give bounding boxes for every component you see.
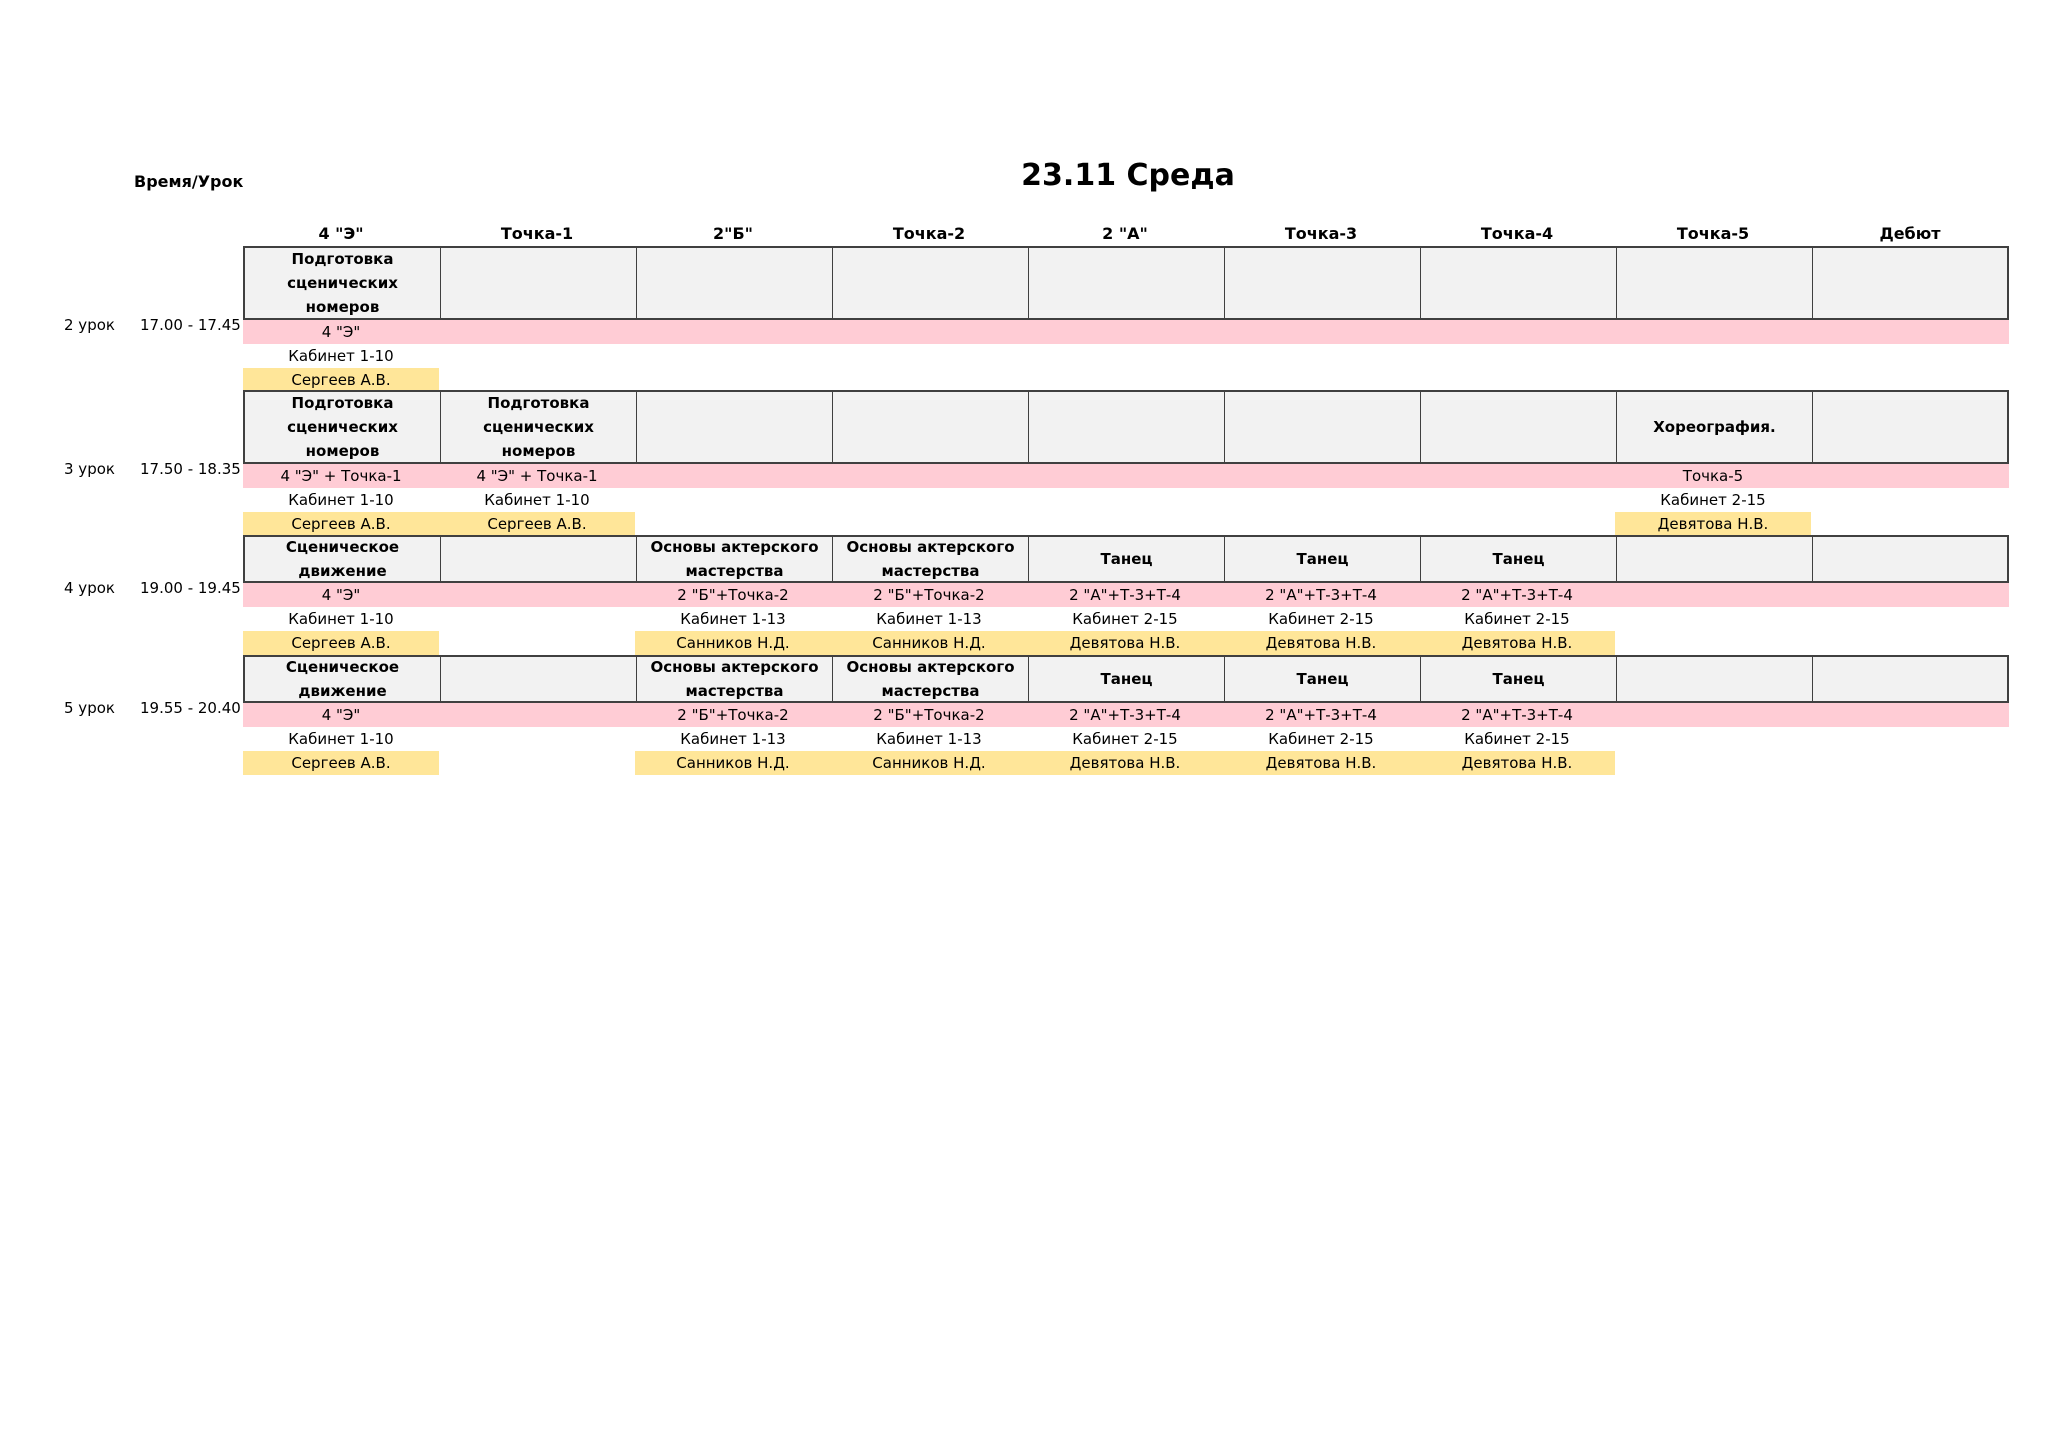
group-cell [1811, 320, 2009, 344]
room-cell: Кабинет 1-10 [288, 491, 394, 509]
group-cell [1027, 320, 1223, 344]
teacher-cell: Сергеев А.В. [243, 631, 439, 655]
group-cell: 2 "А"+Т-3+Т-4 [1069, 586, 1181, 604]
subject-cell [441, 248, 637, 318]
room-cell [1615, 344, 1811, 368]
teacher-cell [1419, 512, 1615, 536]
room-cell: Кабинет 2-15 [1072, 610, 1178, 628]
subject-cell [1617, 537, 1813, 581]
lesson-time: 19.55 - 20.40 [140, 699, 241, 717]
group-cell: 4 "Э" + Точка-1 [280, 467, 402, 485]
teacher-cell: Сергеев А.В. [243, 512, 439, 536]
subject-cell: Основы актерского мастерства [637, 657, 833, 701]
subject-cell: Танец [1029, 537, 1225, 581]
lesson-number: 3 урок [64, 460, 115, 478]
room-cell [1615, 727, 1811, 751]
room-cell: Кабинет 1-10 [484, 491, 590, 509]
room-cell [1811, 607, 2009, 631]
subject-cell: Танец [1225, 657, 1421, 701]
room-cell: Кабинет 2-15 [1072, 730, 1178, 748]
group-cell [1223, 320, 1419, 344]
teacher-cell: Санников Н.Д. [831, 751, 1027, 775]
group-row [243, 583, 2009, 607]
column-header: Точка-4 [1480, 224, 1554, 243]
room-cell [1419, 344, 1615, 368]
group-cell [1811, 464, 2009, 488]
teacher-cell [1615, 368, 1811, 392]
teacher-cell [831, 368, 1027, 392]
room-cell [1027, 488, 1223, 512]
group-cell: 4 "Э" [321, 706, 361, 724]
subject-row [243, 246, 2009, 320]
teacher-cell [1223, 512, 1419, 536]
room-cell: Кабинет 2-15 [1464, 610, 1570, 628]
room-cell [439, 344, 635, 368]
teacher-cell [1419, 368, 1615, 392]
lesson-time: 17.50 - 18.35 [140, 460, 241, 478]
subject-cell: Основы актерского мастерства [637, 537, 833, 581]
time-lesson-label: Время/Урок [134, 172, 244, 191]
teacher-cell [1811, 512, 2009, 536]
room-cell [635, 344, 831, 368]
group-cell [1419, 464, 1615, 488]
column-header: Дебют [1879, 224, 1941, 243]
group-cell: 2 "А"+Т-3+Т-4 [1265, 706, 1377, 724]
teacher-cell [439, 751, 635, 775]
group-cell: 2 "А"+Т-3+Т-4 [1461, 586, 1573, 604]
subject-cell: Танец [1421, 537, 1617, 581]
room-cell [1615, 607, 1811, 631]
page-title: 23.11 Среда [1021, 158, 1235, 193]
subject-cell [833, 392, 1029, 462]
teacher-cell [1615, 631, 1811, 655]
teacher-cell [1811, 751, 2009, 775]
teacher-cell [831, 512, 1027, 536]
subject-cell [1029, 248, 1225, 318]
subject-cell: Танец [1225, 537, 1421, 581]
subject-cell: Подготовка сценических номеров [441, 392, 637, 462]
subject-cell [1421, 248, 1617, 318]
subject-cell [1813, 537, 2007, 581]
teacher-cell [1615, 751, 1811, 775]
group-cell [439, 703, 635, 727]
room-cell [635, 488, 831, 512]
room-cell: Кабинет 1-13 [680, 610, 786, 628]
group-row [243, 703, 2009, 727]
room-row [243, 727, 2009, 751]
lesson-number: 5 урок [64, 699, 115, 717]
group-cell: 2 "А"+Т-3+Т-4 [1461, 706, 1573, 724]
group-cell: 2 "Б"+Точка-2 [677, 706, 789, 724]
teacher-cell [1811, 631, 2009, 655]
lesson-time: 19.00 - 19.45 [140, 579, 241, 597]
room-row [243, 488, 2009, 512]
teacher-cell [1223, 368, 1419, 392]
group-cell: Точка-5 [1682, 467, 1744, 485]
teacher-cell: Девятова Н.В. [1223, 631, 1419, 655]
room-cell [439, 607, 635, 631]
room-cell: Кабинет 2-15 [1464, 730, 1570, 748]
group-cell: 4 "Э" + Точка-1 [476, 467, 598, 485]
teacher-cell: Девятова Н.В. [1419, 751, 1615, 775]
room-cell [439, 727, 635, 751]
teacher-cell [635, 512, 831, 536]
teacher-cell [1027, 512, 1223, 536]
subject-cell [637, 392, 833, 462]
group-cell: 4 "Э" [321, 323, 361, 341]
room-cell [1811, 488, 2009, 512]
room-cell [1419, 488, 1615, 512]
group-cell [635, 464, 831, 488]
column-header: 2"Б" [713, 224, 753, 243]
subject-cell [1225, 392, 1421, 462]
subject-cell [1617, 248, 1813, 318]
column-header: Точка-1 [500, 224, 574, 243]
column-header: 2 "А" [1102, 224, 1148, 243]
group-cell: 2 "Б"+Точка-2 [873, 706, 985, 724]
group-cell: 2 "А"+Т-3+Т-4 [1265, 586, 1377, 604]
column-header: Точка-2 [892, 224, 966, 243]
subject-row [243, 390, 2009, 464]
teacher-row [243, 631, 2009, 655]
teacher-cell: Санников Н.Д. [831, 631, 1027, 655]
subject-cell: Сценическое движение [245, 537, 441, 581]
teacher-cell [439, 631, 635, 655]
teacher-cell [1027, 368, 1223, 392]
teacher-cell: Девятова Н.В. [1027, 751, 1223, 775]
teacher-cell: Девятова Н.В. [1615, 512, 1811, 536]
subject-cell: Подготовка сценических номеров [245, 248, 441, 318]
room-cell [831, 488, 1027, 512]
teacher-cell: Девятова Н.В. [1419, 631, 1615, 655]
room-row [243, 344, 2009, 368]
group-cell: 2 "Б"+Точка-2 [873, 586, 985, 604]
group-row [243, 464, 2009, 488]
teacher-row [243, 751, 2009, 775]
teacher-cell [1811, 368, 2009, 392]
subject-cell: Основы актерского мастерства [833, 537, 1029, 581]
subject-cell [833, 248, 1029, 318]
lesson-time: 17.00 - 17.45 [140, 316, 241, 334]
column-header: Точка-5 [1676, 224, 1750, 243]
subject-cell [1813, 392, 2007, 462]
subject-cell: Сценическое движение [245, 657, 441, 701]
room-cell: Кабинет 1-13 [876, 730, 982, 748]
room-cell [831, 344, 1027, 368]
subject-row [243, 655, 2009, 703]
column-header: Точка-3 [1284, 224, 1358, 243]
group-cell: 4 "Э" [321, 586, 361, 604]
group-cell [831, 320, 1027, 344]
subject-cell: Танец [1029, 657, 1225, 701]
room-cell: Кабинет 1-10 [288, 610, 394, 628]
group-cell [635, 320, 831, 344]
subject-cell [1029, 392, 1225, 462]
group-cell [1615, 703, 1811, 727]
teacher-cell: Сергеев А.В. [243, 368, 439, 392]
subject-cell: Хореография. [1617, 392, 1813, 462]
teacher-cell [635, 368, 831, 392]
room-cell [1811, 727, 2009, 751]
teacher-cell: Сергеев А.В. [243, 751, 439, 775]
room-cell: Кабинет 1-10 [288, 347, 394, 365]
lesson-number: 4 урок [64, 579, 115, 597]
teacher-cell: Санников Н.Д. [635, 631, 831, 655]
teacher-row [243, 512, 2009, 536]
subject-cell [441, 657, 637, 701]
room-cell [1027, 344, 1223, 368]
group-cell [1419, 320, 1615, 344]
lesson-number: 2 урок [64, 316, 115, 334]
subject-cell: Основы актерского мастерства [833, 657, 1029, 701]
subject-row [243, 535, 2009, 583]
room-cell: Кабинет 1-10 [288, 730, 394, 748]
teacher-cell: Девятова Н.В. [1223, 751, 1419, 775]
subject-cell: Подготовка сценических номеров [245, 392, 441, 462]
group-cell [1027, 464, 1223, 488]
subject-cell [1813, 248, 2007, 318]
teacher-row [243, 368, 2009, 392]
subject-cell [1813, 657, 2007, 701]
room-cell [1223, 488, 1419, 512]
teacher-cell [439, 368, 635, 392]
group-cell [1223, 464, 1419, 488]
column-header: 4 "Э" [318, 224, 364, 243]
group-cell: 2 "Б"+Точка-2 [677, 586, 789, 604]
group-cell [439, 320, 635, 344]
group-cell [1811, 583, 2009, 607]
group-cell: 2 "А"+Т-3+Т-4 [1069, 706, 1181, 724]
subject-cell [441, 537, 637, 581]
teacher-cell: Сергеев А.В. [439, 512, 635, 536]
teacher-cell: Девятова Н.В. [1027, 631, 1223, 655]
subject-cell: Танец [1421, 657, 1617, 701]
teacher-cell: Санников Н.Д. [635, 751, 831, 775]
room-cell [1223, 344, 1419, 368]
group-cell [1615, 320, 1811, 344]
room-cell: Кабинет 1-13 [876, 610, 982, 628]
group-cell [1615, 583, 1811, 607]
group-cell [1811, 703, 2009, 727]
group-row [243, 320, 2009, 344]
subject-cell [1225, 248, 1421, 318]
subject-cell [637, 248, 833, 318]
subject-cell [1421, 392, 1617, 462]
room-cell: Кабинет 2-15 [1268, 610, 1374, 628]
group-cell [831, 464, 1027, 488]
room-cell [1811, 344, 2009, 368]
subject-cell [1617, 657, 1813, 701]
room-cell: Кабинет 2-15 [1660, 491, 1766, 509]
room-cell: Кабинет 2-15 [1268, 730, 1374, 748]
room-row [243, 607, 2009, 631]
room-cell: Кабинет 1-13 [680, 730, 786, 748]
group-cell [439, 583, 635, 607]
